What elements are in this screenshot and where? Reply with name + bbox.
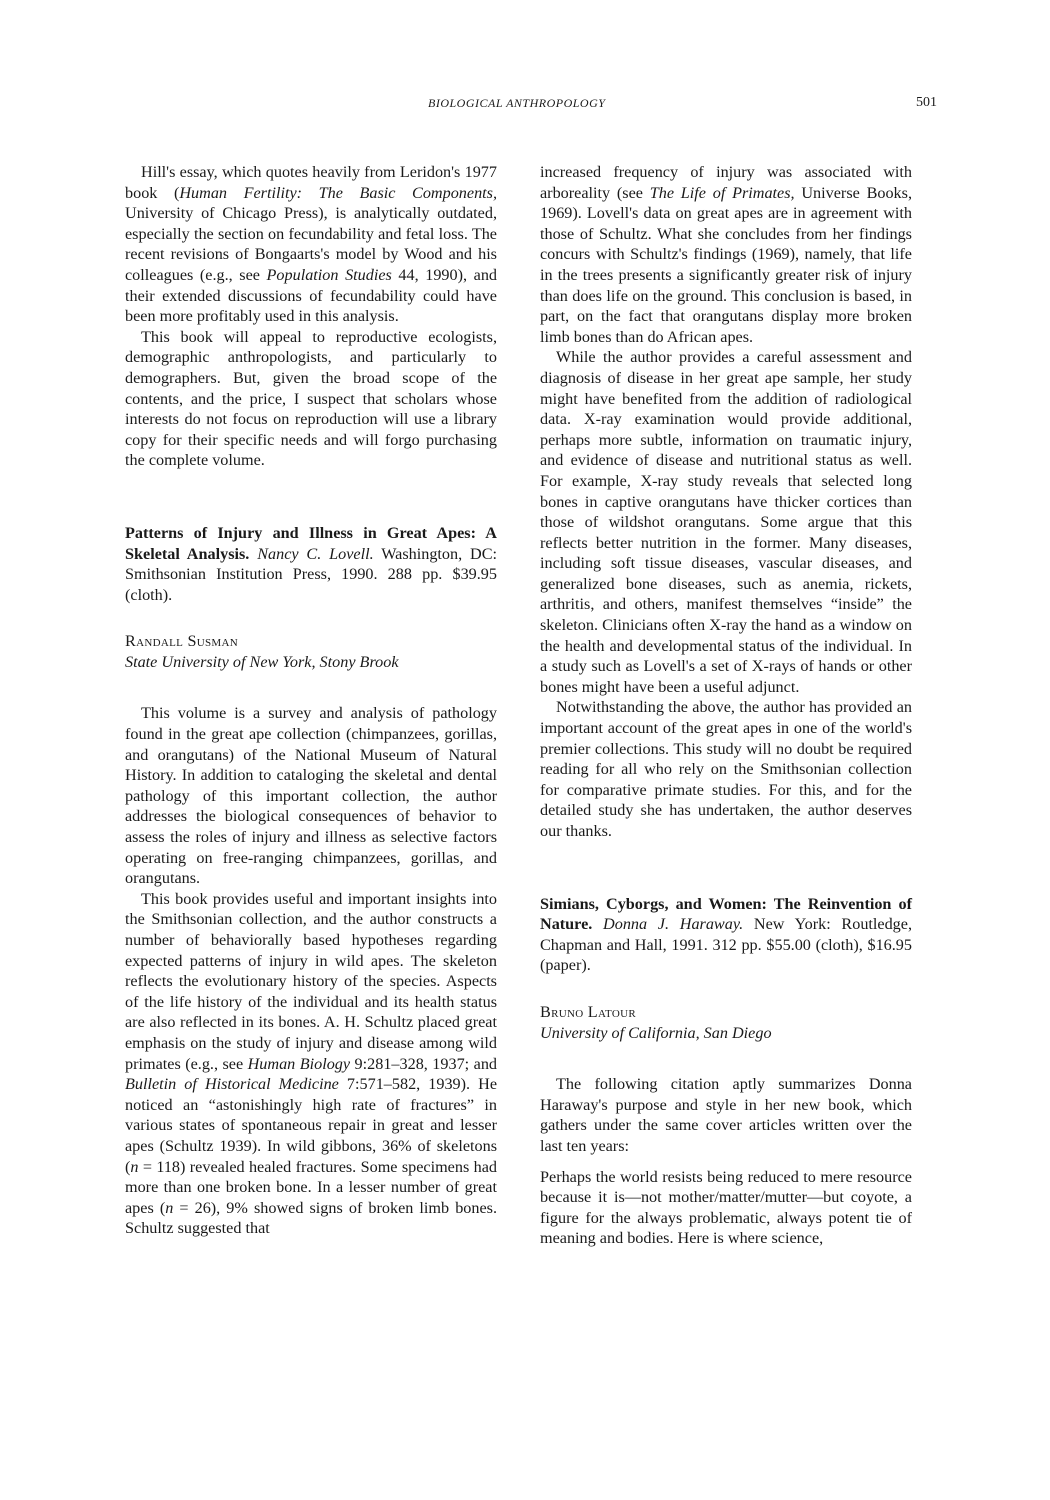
review-book-author: Donna J. Haraway. — [603, 915, 744, 934]
left-column — [125, 162, 497, 1239]
paragraph: The following citation aptly summarizes Donna Haraway's purpose and style in her new book, which gathers under the same cover articles written over the last ten years: — [540, 1075, 912, 1155]
paragraph: Notwithstanding the above, the author has provided an important account of the great apes in one of the world's premier collections. This study will no doubt be required reading for all who rely on the Smithsonian collection for comparative primate studies. For this, and for the detailed study she has undertaken, the author deserves our thanks. — [540, 698, 912, 840]
page-number: 501 — [916, 95, 937, 110]
right-column — [540, 162, 912, 1249]
paragraph: Hill's essay, which quotes heavily from Leridon's 1977 book (Human Fertility: The Basic Components, University of Chicago Press), is analytically outdated, especially the section on fecundability and fetal loss. The recent revisions of Bongaarts's model by Wood and his colleagues (e.g., see Population Studies 44, 1990), and their extended discussions of fecundability could have been more profitably used in this analysis. — [125, 163, 498, 326]
reviewer-name: Randall Susman — [125, 632, 238, 651]
block-quote: Perhaps the world resists being reduced to mere resource because it is—not mother/matter/mutter—but coyote, a figure for the always problematic, always potent tie of meaning and bodies. Here is where science, — [540, 1167, 912, 1248]
paragraph: While the author provides a careful assessment and diagnosis of disease in her great ape sample, her study might have benefited from the addition of radiological data. X-ray examination would provide additional, perhaps more subtle, information on traumatic injury, and evidence of disease and nutritional status as well. For example, X-ray study reveals that selected long bones in captive orangutans have thicker cortices than those of wildshot orangutans. Some argue that this reflects better nutrition in the former. Many diseases, including soft tissue diseases, vascular diseases, and generalized bone diseases, such as anemia, rickets, arthritis, and others, manifest themselves “inside” the skeleton. Clinicians often X-ray the hand as a window on the health and developmental status of the individual. In a study such as Lovell's a set of X-rays of hands or other bones might have been a useful adjunct. — [540, 348, 912, 696]
journal-title: Human Biology — [247, 1054, 351, 1073]
paragraph: This book will appeal to reproductive ecologists, demographic anthropologists, and particularly to demographers. But, given the broad scope of the contents, and the price, I suspect that scholars whose interests do not focus on reproduction will use a library copy for their specific needs and will forgo purchasing the complete volume. — [125, 327, 497, 470]
book-title: The Life of Primates, — [649, 183, 795, 202]
review-book-title: Patterns of Injury and Illness in Great Apes: A Skeletal Analysis. — [125, 523, 497, 563]
reviewer-affiliation: State University of New York, Stony Brook — [125, 652, 399, 671]
paragraph: This book provides useful and important insights into the Smithsonian collection, and the author constructs a number of behaviorally based hypotheses regarding expected patterns of injury in wild apes. The skeleton reflects the evolutionary history of the species. Aspects of the life history of the individual and its health status are also reflected in its bones. A. H. Schultz placed great emphasis on the study of injury and disease among wild primates (e.g., see Human Biology 9:281–328, 1937; and Bulletin of Historical Medicine 7:571–582, 1939). He noticed an “astonishingly high rate of fractures” in various states of spontaneous repair in great and lesser apes (Schultz 1939). In wild gibbons, 36% of skeletons (n = 118) revealed healed fractures. Some specimens had more than one broken bone. In a lesser number of great apes (n = 26), 9% showed signs of broken limb bones. Schultz suggested that — [125, 889, 498, 1238]
review-heading — [540, 894, 912, 976]
journal-title: Population Studies — [266, 265, 392, 284]
reviewer-affiliation: University of California, San Diego — [540, 1023, 772, 1042]
running-head — [0, 93, 1050, 113]
review-publication: New York: Routledge, Chapman and Hall, 1991. 312 pp. $55.00 (cloth), $16.95 (paper). — [540, 915, 913, 975]
review-publication: Washington, DC: Smithsonian Institution Press, 1990. 288 pp. $39.95 (cloth). — [125, 544, 497, 604]
paragraph: increased frequency of injury was associated with arboreality (see The Life of Primates, Universe Books, 1969). Lovell's data on great apes are in agreement with those of Schultz. What she concludes from her findings concurs with Schultz's findings (1969), namely, that life in the trees presents a significantly greater risk of injury than does life on the ground. This conclusion is based, in part, on the fact that orangutans display more broken limb bones than do African apes. — [540, 163, 912, 346]
book-title: Human Fertility: The Basic Components, — [179, 183, 498, 202]
paragraph: This volume is a survey and analysis of pathology found in the great ape collection (chimpanzees, gorillas, and orangutans) of the National Museum of Natural History. In addition to cataloging the skeletal and dental pathology of this important collection, the author addresses the biological consequences of behavior to assess the roles of injury and illness as selective factors operating on free-ranging chimpanzees, gorillas, and orangutans. — [125, 704, 497, 888]
reviewer-name: Bruno Latour — [540, 1002, 636, 1021]
journal-title: Bulletin of Historical Medicine — [125, 1075, 339, 1094]
review-book-author: Nancy C. Lovell. — [257, 544, 374, 563]
review-heading — [125, 523, 497, 605]
review-book-title: Simians, Cyborgs, and Women: The Reinvention of Nature. — [540, 894, 912, 934]
running-title: BIOLOGICAL ANTHROPOLOGY — [428, 96, 606, 110]
